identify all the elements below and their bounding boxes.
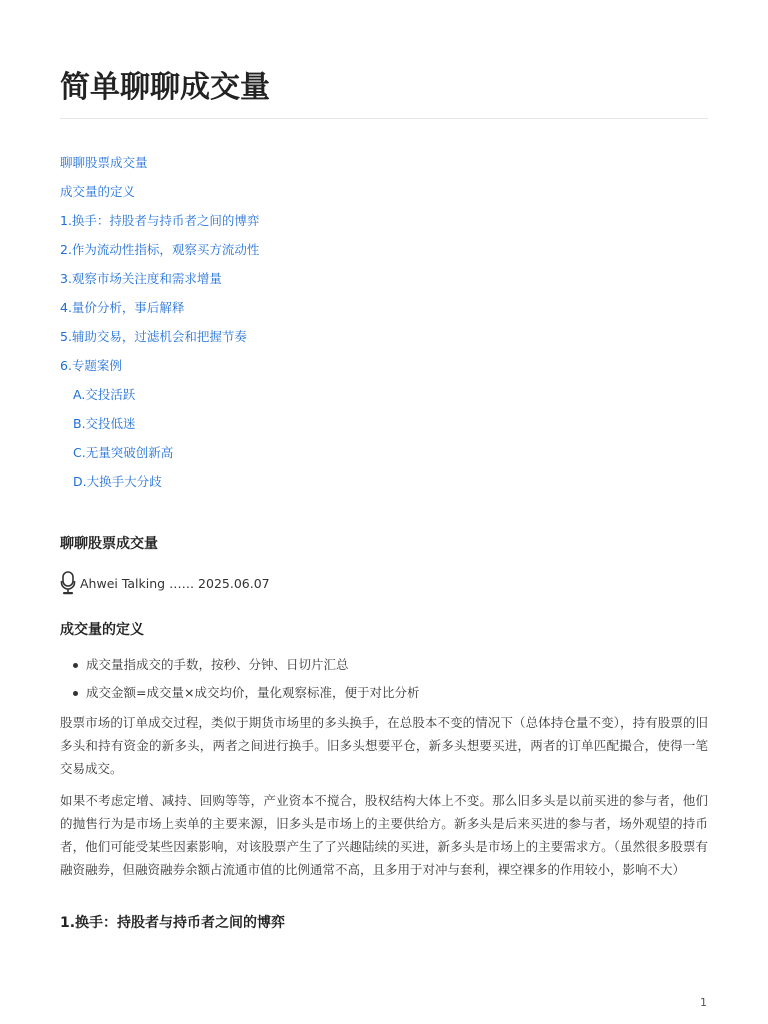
bullet-item: 成交量指成交的手数，按秒、分钟、日切片汇总: [60, 651, 708, 679]
author-byline: [60, 571, 708, 595]
byline-text: Ahwei Talking …… 2025.06.07: [80, 575, 270, 591]
document-title: 简单聊聊成交量: [60, 70, 270, 105]
body-paragraph: 如果不考虑定增、减持、回购等等，产业资本不搅合，股权结构大体上不变。那么旧多头是以前买进的参与者，他们的抛售行为是市场上卖单的主要来源，旧多头是市场上的主要供给方。新多头是后来买进的参与者，场外观望的持币者，他们可能受某些因素影响，对该股票产生了了兴趣陆续的买进，新多头是市场上的主要需求方。（虽然很多股票有融资融券，但融资融券余额占流通市值的比例通常不高，且多用于对冲与套利，裸空裸多的作用较小，影响不大）: [60, 793, 708, 877]
toc-sublink[interactable]: C.无量突破创新高: [73, 445, 174, 460]
toc-link[interactable]: 1.换手：持股者与持币者之间的博弈: [60, 213, 260, 228]
toc-link[interactable]: 4.量价分析，事后解释: [60, 300, 185, 315]
toc-link[interactable]: 成交量的定义: [60, 184, 136, 199]
section-heading-turnover: 1.换手：持股者与持币者之间的博弈: [60, 915, 286, 931]
document-page: [60, 0, 708, 933]
toc-link[interactable]: 6.专题案例: [60, 358, 122, 373]
toc-sublink[interactable]: A.交投活跃: [73, 387, 136, 402]
table-of-contents: [60, 148, 708, 496]
body-paragraph: 股票市场的订单成交过程，类似于期货市场里的多头换手，在总股本不变的情况下（总体持仓量不变），持有股票的旧多头和持有资金的新多头，两者之间进行换手。旧多头想要平仓，新多头想要买进，两者的订单匹配撮合，使得一笔交易成交。: [60, 715, 708, 776]
section-heading-definition: 成交量的定义: [60, 622, 144, 638]
page-number: 1: [700, 996, 707, 1009]
toc-link[interactable]: 5.辅助交易，过滤机会和把握节奏: [60, 329, 247, 344]
toc-sublink[interactable]: B.交投低迷: [73, 416, 136, 431]
microphone-icon: [60, 571, 76, 595]
section-heading-intro: 聊聊股票成交量: [60, 536, 158, 552]
definition-bullet-list: [60, 651, 708, 707]
toc-link[interactable]: 2.作为流动性指标，观察买方流动性: [60, 242, 260, 257]
toc-sublink[interactable]: D.大换手大分歧: [73, 474, 162, 489]
toc-link[interactable]: 聊聊股票成交量: [60, 155, 148, 170]
bullet-item: 成交金额=成交量×成交均价，量化观察标准，便于对比分析: [60, 679, 708, 707]
title-divider: [60, 118, 708, 119]
toc-link[interactable]: 3.观察市场关注度和需求增量: [60, 271, 222, 286]
